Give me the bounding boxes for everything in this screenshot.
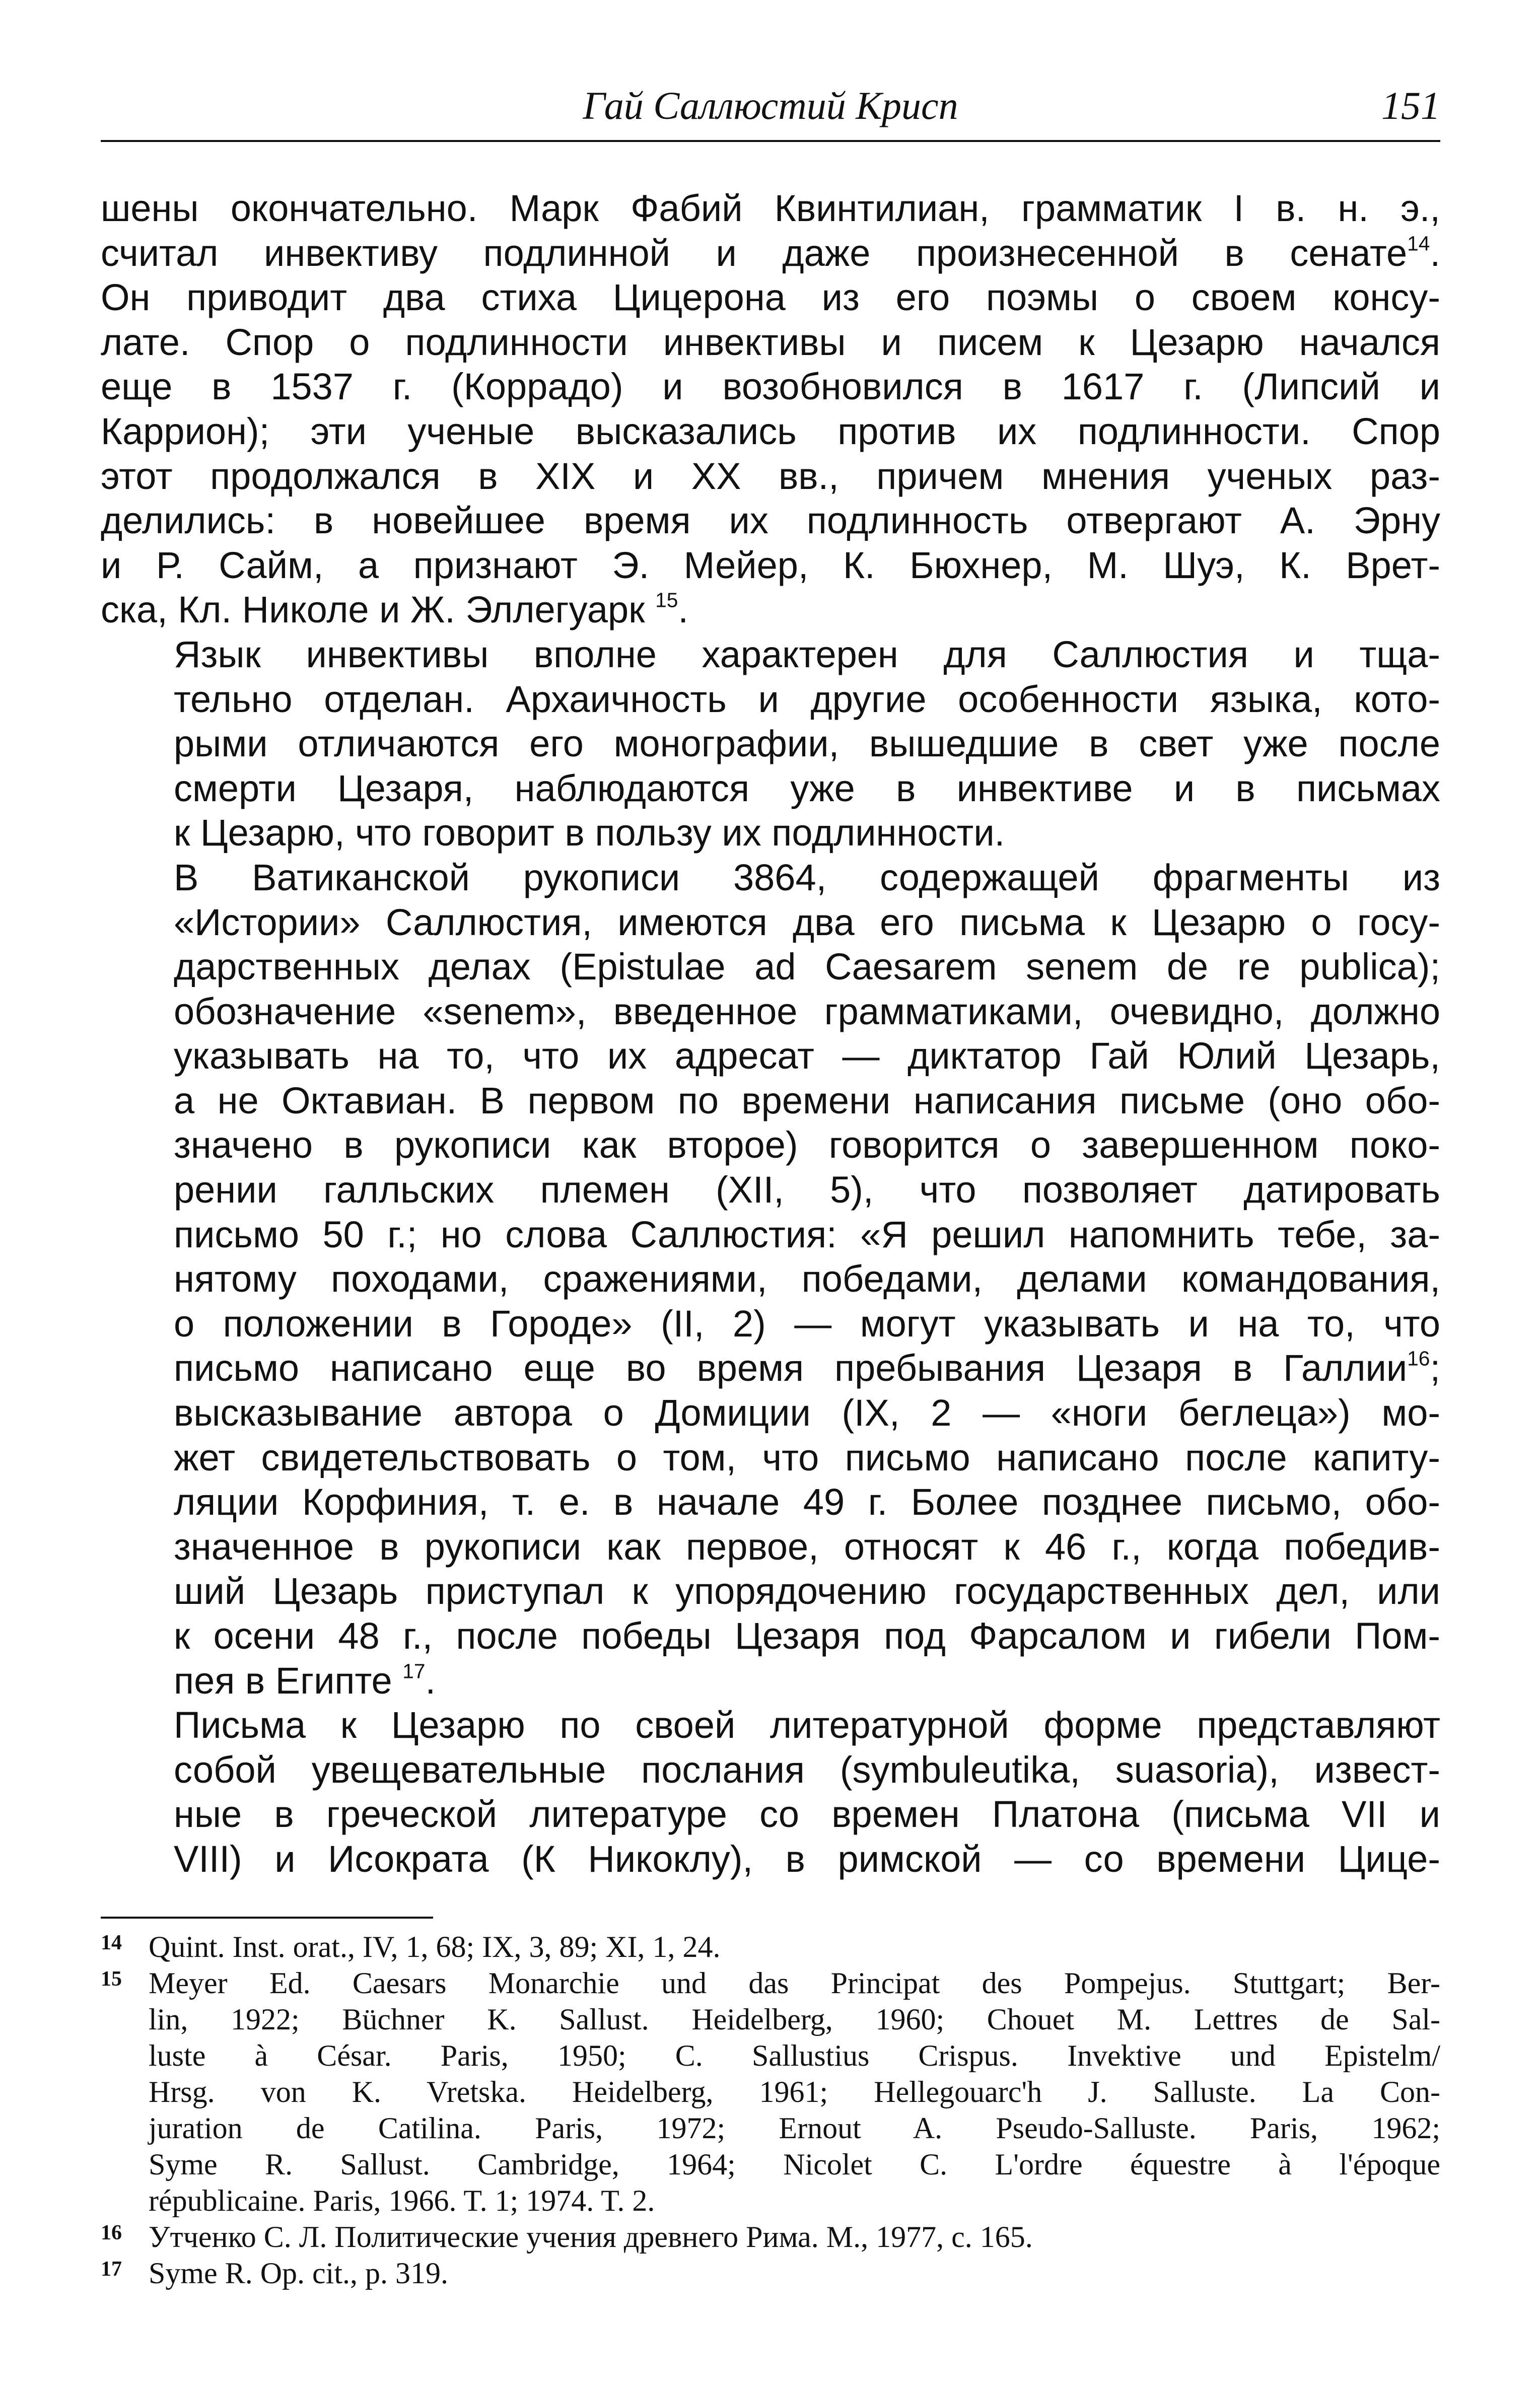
text-line: высказывание автора о Домиции (IX, 2 — «ноги беглеца») мо- — [174, 1392, 1440, 1434]
footnote-14 — [101, 1929, 1440, 1965]
paragraph-1 — [101, 186, 1440, 632]
footnote-line: Syme R. Op. cit., p. 319. — [149, 2257, 448, 2290]
text-line: рыми отличаются его монографии, вышедшие в свет уже после — [174, 723, 1440, 765]
text-line: этот продолжался в XIX и XX вв., причем мнения ученых раз- — [101, 455, 1440, 497]
paragraph-2 — [101, 632, 1440, 856]
footnote-line: Syme R. Sallust. Cambridge, 1964; Nicolet C. L'ordre équestre à l'époque — [149, 2148, 1440, 2181]
text-line: собой увещевательные послания (symbuleutika, suasoria), извест- — [174, 1748, 1440, 1791]
text-line: ные в греческой литературе со времен Платона (письма VII и — [174, 1793, 1440, 1836]
footnote-line: juration de Catilina. Paris, 1972; Ernout A. Pseudo-Salluste. Paris, 1962; — [149, 2112, 1440, 2145]
footnote-16 — [101, 2219, 1440, 2255]
text-line: рении галльских племен (XII, 5), что позволяет датировать — [174, 1169, 1440, 1211]
text-line: В Ватиканской рукописи 3864, содержащей фрагменты из — [174, 856, 1440, 898]
text-line: значенное в рукописи как первое, относят к 46 г., когда победив- — [174, 1525, 1440, 1568]
text-line: значено в рукописи как второе) говорится о завершенном поко- — [174, 1124, 1440, 1166]
text-line: лате. Спор о подлинности инвективы и писем к Цезарю начался — [101, 321, 1440, 363]
text-line: «Истории» Саллюстия, имеются два его письма к Цезарю о госу- — [174, 901, 1440, 943]
text-line: VIII) и Исократа (К Никоклу), в римской — со времени Цице- — [174, 1838, 1440, 1880]
paragraph-4 — [101, 1703, 1440, 1881]
page-number: 151 — [1381, 84, 1440, 127]
text-line: еще в 1537 г. (Коррадо) и возобновился в 1617 г. (Липсий и — [101, 366, 1440, 408]
text-line: пея в Египте $^{17}$. — [174, 1659, 436, 1702]
text-line: письмо 50 г.; но слова Саллюстия: «Я решил напомнить тебе, за- — [174, 1213, 1440, 1255]
footnote-line: luste à César. Paris, 1950; C. Sallustius Crispus. Invektive und Epistelm/ — [149, 2039, 1440, 2072]
text-line: считал инвективу подлинной и даже произнесенной в сенате$^{14}$. — [101, 232, 1440, 274]
footnote-number: 16 — [101, 2221, 122, 2244]
running-head — [101, 78, 1440, 138]
text-line: указывать на то, что их адресат — диктатор Гай Юлий Цезарь, — [174, 1035, 1440, 1077]
text-line: нятому походами, сражениями, победами, делами командования, — [174, 1258, 1440, 1300]
footnote-17 — [101, 2255, 1440, 2291]
footnote-ref[interactable]: 17 — [402, 1659, 426, 1683]
text-line: ляции Корфиния, т. е. в начале 49 г. Более позднее письмо, обо- — [174, 1481, 1440, 1523]
footnote-number: 15 — [101, 1967, 122, 1991]
text-line: ший Цезарь приступал к упорядочению государственных дел, или — [174, 1570, 1440, 1612]
text-line: обозначение «senem», введенное грамматиками, очевидно, должно — [174, 990, 1440, 1032]
text-line: шены окончательно. Марк Фабий Квинтилиан, грамматик I в. н. э., — [101, 187, 1440, 229]
text-line: Письма к Цезарю по своей литературной форме представляют — [174, 1704, 1440, 1746]
footnote-rule — [101, 1917, 433, 1919]
text-line: дарственных делах (Epistulae ad Caesarem senem de re publica); — [174, 946, 1440, 988]
footnote-line: Утченко С. Л. Политические учения древнего Рима. М., 1977, с. 165. — [149, 2220, 1033, 2254]
footnote-line: lin, 1922; Büchner K. Sallust. Heidelberg, 1960; Chouet M. Lettres de Sal- — [149, 2003, 1440, 2036]
footnote-ref[interactable]: 15 — [655, 588, 678, 612]
text-line: Язык инвективы вполне характерен для Саллюстия и тща- — [174, 633, 1440, 675]
text-line: ска, Кл. Николе и Ж. Эллегуарк $^{15}$. — [101, 588, 688, 631]
footnote-15 — [101, 1965, 1440, 2219]
header-rule — [101, 140, 1440, 142]
footnote-number: 17 — [101, 2258, 122, 2281]
paragraph-3 — [101, 856, 1440, 1703]
text-line: и Р. Сайм, а признают Э. Мейер, К. Бюхнер, М. Шуэ, К. Врет- — [101, 544, 1440, 586]
footnote-line: Hrsg. von K. Vretska. Heidelberg, 1961; Hellegouarc'h J. Salluste. La Con- — [149, 2075, 1440, 2108]
footnotes — [101, 1929, 1440, 2291]
footnote-ref[interactable]: 16 — [1407, 1347, 1430, 1370]
footnote-line: Quint. Inst. orat., IV, 1, 68; IX, 3, 89; XI, 1, 24. — [149, 1930, 721, 1963]
footnote-number: 14 — [101, 1931, 122, 1954]
text-line: к Цезарю, что говорит в пользу их подлинности. — [174, 812, 1005, 854]
text-line: а не Октавиан. В первом по времени написания письме (оно обо- — [174, 1079, 1440, 1121]
running-title: Гай Саллюстий Крисп — [583, 84, 958, 127]
text-line: делились: в новейшее время их подлинность отвергают А. Эрну — [101, 500, 1440, 542]
footnote-line: républicaine. Paris, 1966. T. 1; 1974. T. 2. — [149, 2184, 655, 2217]
text-line: о положении в Городе» (II, 2) — могут указывать и на то, что — [174, 1302, 1440, 1345]
footnote-ref[interactable]: 14 — [1407, 232, 1430, 255]
text-line: тельно отделан. Архаичность и другие особенности языка, кото- — [174, 678, 1440, 720]
text-line: Он приводит два стиха Цицерона из его поэмы о своем консу- — [101, 276, 1440, 319]
text-line: жет свидетельствовать о том, что письмо написано после капиту- — [174, 1436, 1440, 1479]
text-line: письмо написано еще во время пребывания Цезаря в Галлии$^{16}$; — [174, 1347, 1440, 1389]
footnote-line: Meyer Ed. Caesars Monarchie und das Principat des Pompejus. Stuttgart; Ber- — [149, 1966, 1440, 2000]
text-line: смерти Цезаря, наблюдаются уже в инвективе и в письмах — [174, 767, 1440, 809]
text-line: к осени 48 г., после победы Цезаря под Фарсалом и гибели Пом- — [174, 1615, 1440, 1657]
text-line: Каррион); эти ученые высказались против их подлинности. Спор — [101, 410, 1440, 452]
body-text — [101, 186, 1440, 1882]
